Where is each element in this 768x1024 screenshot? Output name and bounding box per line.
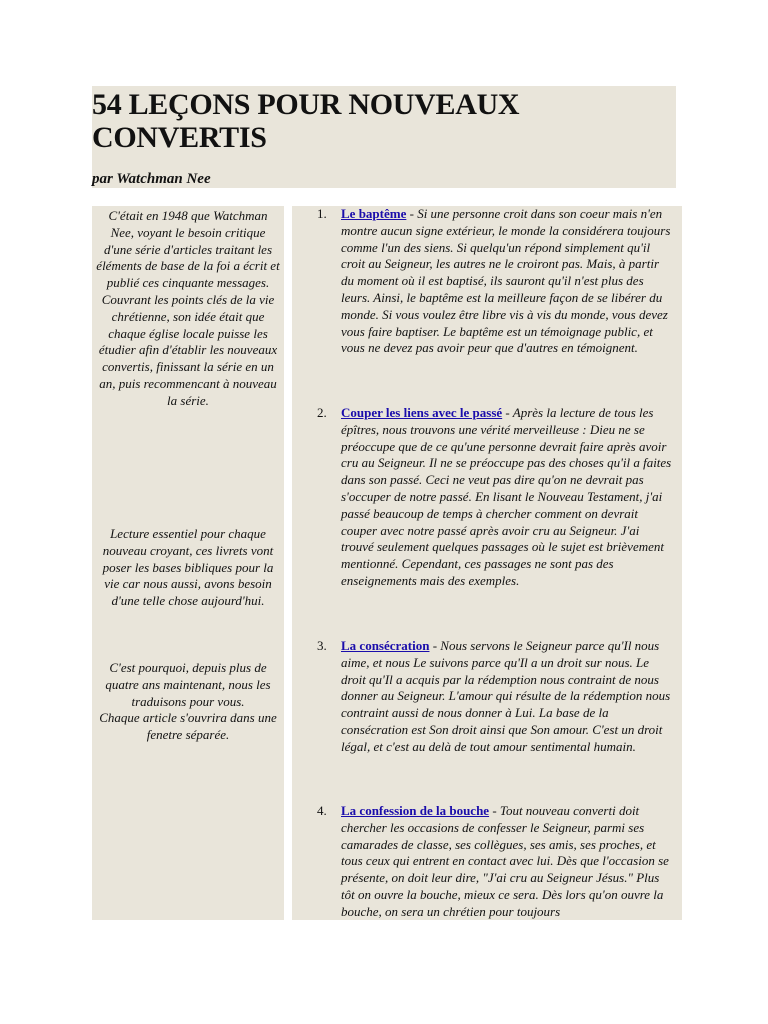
header-banner [92, 86, 676, 188]
intro-paragraph-purpose: Lecture essentiel pour chaque nouveau croyant, ces livrets vont poser les bases bibliques pour la vie car nous aussi, avons besoin d'une telle chose aujourd'hui. [102, 526, 274, 609]
intro-column [92, 206, 284, 920]
lesson-summary: - Si une personne croit dans son coeur mais n'en montre aucun signe extérieur, le monde la considérera toujours comme l'un des siens. Si quelqu'un répond simplement qu'il croit au Seigneur, les autres ne le croiront pas. Mais, à partir du moment où il est baptisé, ils sauront qu'il n'est plus des leurs. Ainsi, le baptême est la meilleure façon de se libérer du monde. Si vous voulez être libre vis à vis du monde, vous devez vous faire baptiser. Le baptême est un témoignage public, et vous ne devez pas avoir peur que d'autres en témoignent. [341, 206, 671, 356]
author-byline: par Watchman Nee [92, 171, 211, 187]
lesson-link-couper-liens[interactable]: Couper les liens avec le passé [341, 405, 503, 420]
intro-paragraph-translation: C'est pourquoi, depuis plus de quatre ans maintenant, nous les traduisons pour vous. Chaque article s'ouvrira dans une fenetre séparée. [99, 660, 277, 743]
intro-paragraph-history: C'était en 1948 que Watchman Nee, voyant le besoin critique d'une série d'articles traitant les éléments de base de la foi a écrit et publié ces cinquante messages. Couvrant les points clés de la vie chrétienne, son idée était que chaque église locale puisse les étudier afin d'établir les nouveaux convertis, finissant la série en un an, puis recommencant à nouveau la série. [96, 208, 280, 408]
lesson-link-confession[interactable]: La confession de la bouche [341, 803, 490, 818]
lesson-body [341, 803, 675, 920]
lesson-body [341, 405, 675, 590]
lesson-link-bapteme[interactable]: Le baptême [341, 206, 407, 221]
lesson-link-consecration[interactable]: La consécration [341, 638, 430, 653]
lessons-column [292, 206, 682, 920]
lesson-number: 3. [317, 638, 327, 653]
page-title: 54 LEÇONS POUR NOUVEAUX CONVERTIS [92, 88, 520, 154]
lesson-number: 2. [317, 405, 327, 420]
lesson-number: 1. [317, 206, 327, 221]
lesson-summary: - Tout nouveau converti doit chercher les occasions de confesser le Seigneur, parmi ses camarades de classe, ses collègues, ses amis, ses proches, et tous ceux qui entrent en contact avec lui. Dès que l'occasion se présente, on doit leur dire, "J'ai cru au Seigneur Jésus." Plus tôt on ouvre la bouche, mieux ce sera. Dès lors qu'on ouvre la bouche, on sera un chrétien pour toujours [341, 803, 669, 919]
lesson-body [341, 638, 675, 756]
lesson-summary: - Nous servons le Seigneur parce qu'Il nous aime, et nous Le suivons parce qu'Il a un droit sur nous. Le droit qu'Il a acquis par la rédemption nous contraint de nous donner au Seigneur. L'amour qui résulte de la rédemption nous contraint aussi de nous donner à Lui. La base de la consécration est Son droit ainsi que Son amour. C'est un droit légal, et c'est au delà de tout amour sentimental humain. [341, 638, 671, 754]
lesson-summary: - Après la lecture de tous les épîtres, nous trouvons une vérité merveilleuse : Dieu ne se préoccupe que de ce qu'une personne devrait faire après avoir cru au Seigneur. Il ne se préoccupe pas des choses qu'il a faites dans son passé. Ceci ne veut pas dire qu'on ne devrait pas s'occuper de notre passé. En lisant le Nouveau Testament, j'ai passé beaucoup de temps à chercher comment on devrait couper avec notre passé après avoir cru au Seigneur. J'ai trouvé seulement quelques passages où le sujet est brièvement mentionné. Cependant, ces passages ne sont pas des enseignements mais des exemples. [341, 405, 672, 588]
lesson-body [341, 206, 675, 357]
lesson-number: 4. [317, 803, 327, 818]
